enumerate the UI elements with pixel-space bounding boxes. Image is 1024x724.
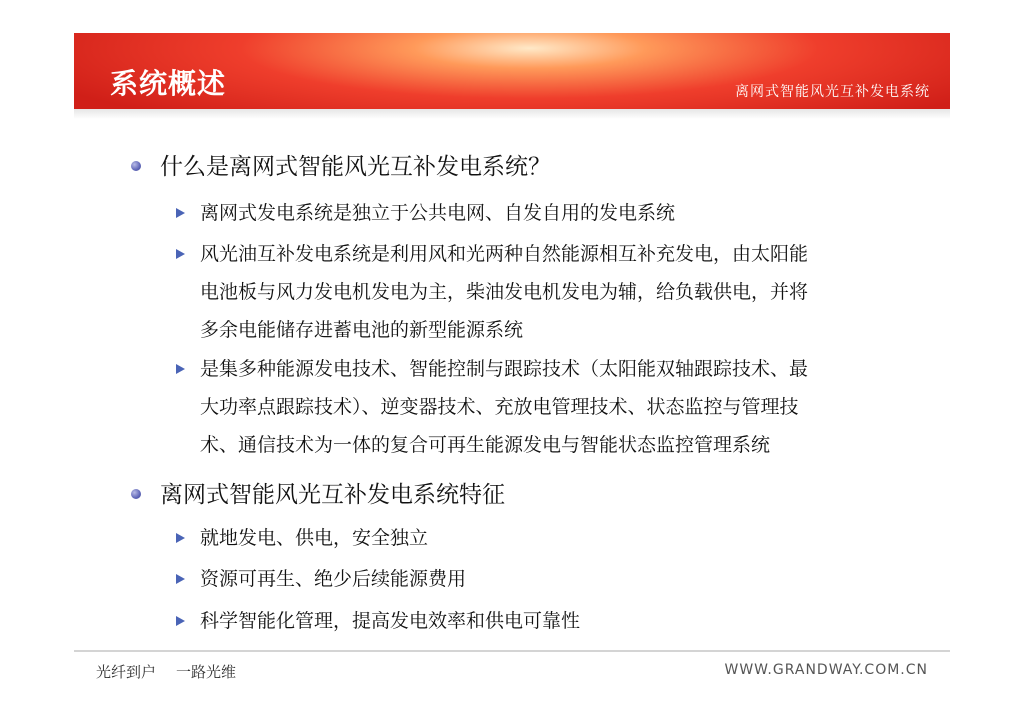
footer-slogan xyxy=(96,661,236,682)
footer-slogan-2: 一路光维 xyxy=(176,663,237,681)
list-item-line: 术、通信技术为一体的复合可再生能源发电与智能状态监控管理系统 xyxy=(200,434,771,456)
list-item: 离网式发电系统是独立于公共电网、自发自用的发电系统 xyxy=(200,202,676,224)
list-item-line: 风光油互补发电系统是利用风和光两种自然能源相互补充发电，由太阳能 xyxy=(200,243,809,265)
list-item: 就地发电、供电，安全独立 xyxy=(200,527,429,549)
list-item: 资源可再生、绝少后续能源费用 xyxy=(200,568,467,590)
arrow-bullet-icon xyxy=(176,574,185,584)
arrow-bullet-icon xyxy=(176,533,185,543)
list-item-line: 是集多种能源发电技术、智能控制与跟踪技术（太阳能双轴跟踪技术、最 xyxy=(200,358,809,380)
slide-subtitle: 离网式智能风光互补发电系统 xyxy=(735,84,930,100)
arrow-bullet-icon xyxy=(176,208,185,218)
section-heading: 什么是离网式智能风光互补发电系统？ xyxy=(160,154,551,180)
list-item: 科学智能化管理，提高发电效率和供电可靠性 xyxy=(200,610,581,632)
arrow-bullet-icon xyxy=(176,249,185,259)
section-heading: 离网式智能风光互补发电系统特征 xyxy=(160,482,505,508)
slide-title: 系统概述 xyxy=(110,67,227,100)
arrow-bullet-icon xyxy=(176,364,185,374)
footer-slogan-1: 光纤到户 xyxy=(96,663,157,681)
list-item-line: 大功率点跟踪技术）、逆变器技术、充放电管理技术、状态监控与管理技 xyxy=(200,396,799,418)
footer-divider xyxy=(74,650,950,652)
bullet-dot-icon xyxy=(131,161,141,171)
footer-website: WWW.GRANDWAY.COM.CN xyxy=(724,662,928,678)
arrow-bullet-icon xyxy=(176,616,185,626)
list-item-line: 电池板与风力发电机发电为主，柴油发电机发电为辅，给负载供电，并将 xyxy=(200,281,809,303)
list-item-line: 多余电能储存进蓄电池的新型能源系统 xyxy=(200,319,524,341)
bullet-dot-icon xyxy=(131,489,141,499)
